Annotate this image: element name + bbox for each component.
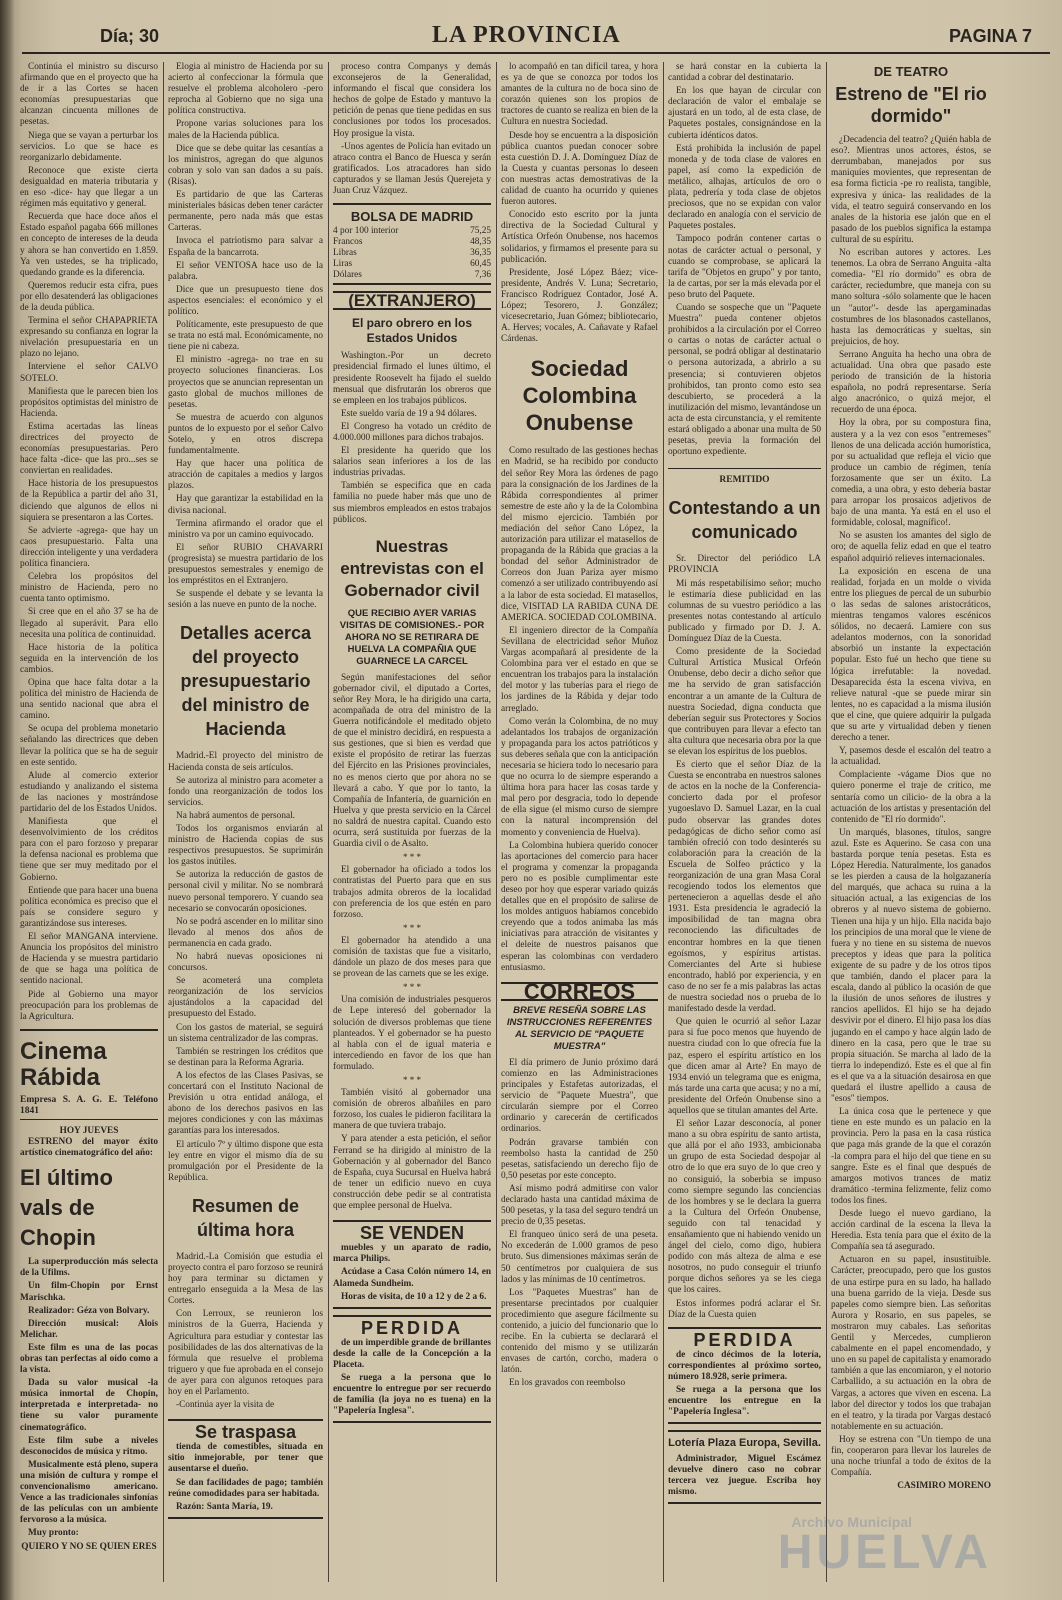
perdida-ad [333,1315,491,1424]
paragraph: -Unos agentes de Policía han evitado un atraco contra el Banco de Huesca y serán gratificados. Los atracadores han sido capturados y se llaman Jesús Querejeta y Juan Cruz Vázquez. [333,141,491,197]
ad-heading: Se traspasa [194,1422,297,1443]
paragraph: Hoy se estrena con "Un tiempo de una fin, cooperaron para llevar los laureles de una noche triunfal a todo de éxitos de la Compañía. [831,1434,991,1479]
cinema-title: Cinema Rábida [20,1037,107,1091]
paragraph: No habrá nuevas oposiciones ni concursos. [168,952,323,974]
paragraph: Todos los organismos enviarán al ministro de Hacienda copias de sus respectivos presupuestos. Se suprimirán los gastos inútiles. [168,823,323,868]
bolsa-label: Liras [333,259,353,270]
cinema-phone: Empresa S. A. G. E. Teléfono 1841 [20,1095,158,1120]
paragraph: Niega que se vayan a perturbar los servicios. Lo que se hace es reorganizarlo debidamente. [20,130,158,163]
paragraph: Es partidario de que las Carteras ministeriales básicas deben tener carácter permanente, pero nada más que estas Carteras. [168,190,323,234]
column-4 [501,62,658,1587]
paragraph: Podrán gravarse también con reembolso hasta la cantidad de 250 pesetas, satisfaciendo un derecho fijo de 0,50 pesetas por este concepto. [501,1137,658,1181]
ad-heading: Lotería Plaza Europa, Sevilla. [668,1437,821,1450]
paragraph: Con los gastos de material, se seguirá un sistema centralizador de las compras. [168,1022,323,1044]
paragraph: Termina el señor CHAPAPRIETA expresando su confianza en lograr la nivelación presupuestaria en un plazo no lejano. [20,316,158,360]
paragraph: Desde hoy se encuentra a la disposición pública cuantos puedan conocer sobre esta cuestión D. J. A. Domínguez Díaz de la Cuesta y cuantas personas lo deseen con nuestras actas demostrativas de la calidad de cuanto ha ocurrido y quienes fueron autores. [501,130,658,208]
headline-entrevistas: Nuestras entrevistas con el Gobernador civil [340,536,484,600]
bolsa-label: Dólares [333,270,362,281]
paragraph: Es cierto que el señor Díaz de la Cuesta se encontraba en nuestros salones de actos en la noche de la Conferencia-concierto dada por el profesor yugoeslavo D. Samuel Lazar, en la cual pudo observar las grandes dotes pedagógicas de dicho señor como así también ofreció con todo desinterés su colaboración para la creación de la Escuela de Solfeo práctico y la reorganización de una gran Masa Coral recogiendo todos los elementos que pertenecieron a aquellas desde el año 1931. Esta presidencia le agradeció la imposibilidad de tan magna obra reconociendo las dificultades de encontrar hombres en la que tienen egoísmos, y espíritus artistas. Comerciantes del Arte si hubiese encontrado, habló por experiencia, y en caso de no ser fe a mis palabras las actas de nuestra sociedad nos o prueba de lo manifestado desde la verdad. [668,760,821,1015]
column-2 [168,62,323,1587]
paragraph: La exposición en escena de una realidad, forjada en un molde o vivida entre los pliegues de percal de un suburbio o las sedas de salones aristocráticos, mientras tengamos valores escénicos sólidos, no decaerá. Lamiere con sus adelantos modernos, con la sonoridad absorbió un instante la expectación popular. Esto fué un hecho que tiene su lógica irrefutable: la novedad. Desaparecida ésta la escena viviva, en relieve natural -que se puede mirar sin lentes, no es capacidad a la misma ilusión que el cine, que quiere adquirir la pulgada que su arte y virtualidad deben y tienen derecho a tener. [831,566,991,744]
paragraph: Con Lerroux, se reunieron los ministros de la Guerra, Hacienda y Agricultura para estudiar y contestar las posibilidades de las dos alternativas de la fórmula que resuelve el problema triguero y que fue aprobada en el consejo de ayer para con algunos retoques para hoy en el Parlamento. [168,1309,323,1397]
paragraph: Reconoce que existe cierta desigualdad en materia tributaria y en eso -dice- hay que llegar a un régimen más equitativo y general. [20,165,158,210]
column-5 [668,62,821,1587]
paragraph: proceso contra Companys y demás exconsejeros de la Generalidad, informando el fiscal que considera los hechos de golpe de Estado y mantuvo la petición de penas que tiene pedidas en sus conclusiones por todos los procesados. Hoy prosigue la vista. [333,62,491,139]
archive-watermark: HUELVA [777,1526,992,1579]
paragraph: Complaciente -vágame Dios que no quiero ponerme el traje de crítico, me sentaría como un cilicio- de la obra a la actuación de los artistas y presentación del contenido de "El río dormido". [831,770,991,825]
paragraph: A los efectos de las Clases Pasivas, se concertará con el Instituto Nacional de Previsión u otra entidad análoga, el abono de los derechos pasivos en las mejores condiciones y con las máximas garantías para los interesados. [168,1070,323,1137]
byline: CASIMIRO MORENO [897,1481,991,1492]
paragraph: El señor VENTOSA hace uso de la palabra. [168,260,323,282]
paragraph: de un imperdible grande de brillantes desde la calle de la Concepción a la Placeta. [333,1337,491,1370]
paragraph: se hará constar en la cubierta la cantidad a cobrar del destinatario. [668,62,821,84]
se-venden-ad [333,1220,491,1309]
paragraph: Razón: Santa María, 19. [176,1501,273,1512]
headline-detalles: Detalles acerca del proyecto presupuestario del ministro de Hacienda [179,623,312,740]
paragraph: Continúa el ministro su discurso afirmando que en el proyecto que ha de ir a las Cortes se hacen economías presupuestarias que alcanzan cincuenta millones de pesetas. [20,62,158,128]
page-header [22,22,1050,54]
section-remitido: REMITIDO [668,468,821,486]
paragraph: Y, pasemos desde el escalón del teatro a la actualidad. [831,746,991,768]
headline-resumen: Resumen de última hora [191,1195,300,1240]
paragraph: Se advierte -agrega- que hay un caos presupuestario. Falta una dirección inteligente y una verdadera política financiera. [20,525,158,570]
paragraph: El señor Lazar desconocía, al poner mano a su obra espíritu de santo artista, que allá por el año 1933, ambicionaba un grupo de esta Sociedad despojar al otro de lo que era suyo de lo que creo y no consiguió, la soberbia se impuso como siempre segundo las conciencias de los hombres y se le declara la guerra a la Cultura del Orfeón Onubense, seguido con tal tenacidad y ensañamiento que ni habiendo venido un ángel del cielo, como digo, hubiera podido con más alteza de alma e ese nosotros, no pudo conseguir el triunfo porque dichos señores ya se les ciega que los caires. [668,1119,821,1296]
paragraph: Que quien le ocurrió al señor Lazar para si fue poco menos que huyendo de nuestra ciudad con lo que ofrecía fue la paz, espero el espíritu artístico en los que dicen amar al Arte? En mayo de 1934 envió un telegrama que es enigma, más tarde una carta que acusa; y no a mí, presidente del Orfeón Onubense sino a aquellos que se titulan amantes del Arte. [668,1017,821,1116]
paragraph: El presidente ha querido que los salarios sean inferiores a los de las industrias privadas. [333,446,491,479]
paragraph: También visitó al gobernador una comisión de obreros albañiles en paro forzoso, los cuales le pidieron facilitara la manera de que tuviera trabajo. [333,1088,491,1132]
paragraph: La única cosa que le pertenece y que tiene en este mundo es un palacio en la provincia. Pero la pasa en la casa rústica que paga más grande de la que el corazón -la compra para el hijo del que tiene en su sangre. Este es el final que después de amargos motivos trances de matiz dramático -termina felizmente, feliz como todos los fines. [831,1107,991,1206]
paragraph: El Congreso ha votado un crédito de 4.000.000 millones para dichos trabajos. [333,421,491,443]
section-teatro: DE TEATRO [873,64,949,79]
paragraph: El día primero de Junio próximo dará comienzo en las Administraciones principales y Estafetas autorizadas, el servicio de "Paquete Muestra", que circularán siempre por el Correo ordinario y carecerán de certificados ordinarios. [501,1057,658,1135]
paragraph: Hace historia de la política seguida en la intervención de los cambios. [20,642,158,675]
section-extranjero: (EXTRANJERO) [333,291,491,310]
page-number: PAGINA 7 [948,26,1032,46]
paragraph: Se autoriza la reducción de gastos de personal civil y militar. No se nombrará nuevo personal temporero. Y cuando sea necesario se convocarán oposiciones. [168,870,323,914]
paragraph: de cinco décimos de la lotería, correspondientes al próximo sorteo, número 18.928, serie primera. [668,1349,821,1383]
column-6 [831,62,991,1587]
bolsa-label: Libras [333,248,357,259]
paragraph: Opina que hace falta dotar a la política del ministro de Hacienda de una sentido nacional que abra el camino. [20,677,158,722]
book-spine [0,0,14,1600]
paragraph: Se ruega a la persona que los encuentre los entregue en la "Papelería Inglesa". [668,1385,821,1418]
paragraph: Manifiesta que el desenvolvimiento de los créditos para con el paro forzoso y preparar la defensa nacional es problema que tiene que ser muy meditado por el Gobierno. [20,817,158,883]
bolsa-value: 75,25 [470,226,491,237]
separator: * * * [403,852,421,863]
paragraph: Un film-Chopin por Ernst Marischka. [20,1281,158,1303]
paragraph: Sr. Director del periódico LA PROVINCIA [668,554,821,576]
separator: * * * [403,922,421,933]
paragraph: También se restringen los créditos que se destinan para la Reforma Agraria. [168,1046,323,1068]
bolsa-value: 48,35 [470,237,491,248]
paragraph: Entiende que para hacer una buena política económica es preciso que el país se considere seguro y garantizándose sus intereses. [20,885,158,929]
paragraph: Este film es una de las pocas obras tan perfectas al oído como a la vista. [20,1342,158,1376]
paragraph: Celebra los propósitos del ministro de Hacienda, pero no cuenta tanto optimismo. [20,572,158,605]
header-date: Día; 30 [100,26,160,46]
paragraph: Un marqués, blasones, títulos, sangre azul. Este es Aquerino. Se casa con una bastarda porque tenía pesetas. Esta es López Heredia. Naturalmente, los ganados se les pierden a causa de la holgazanería del marqués, que achaca su ruina a la situación actual, a las exigencias de los obreros y al nuevo sistema de gobierno. Tienen una hija y un hijo. Ella nacida bajo los principios de una moral que le viene de fuera y no tiene en su sistema de nuevos preceptos y ideas que para la política exigente de su padre y de los otros tipos que también, dando el placer para la escala, dando al público la ocasión de que la ilusión de unos señores de ilustres y rancios apellidos. El hijo se ha dejado desvivir por el dinero. El hijo pasa los días jugando en el campo y hace algún lado de dinero en la casa, pero que le trae su propia situación. Se marcha al lado de la tierra lo independizó. Este es el que al fin es el que va a la situación desairosa en que quedará el ilustre apellido a causa de "esos" tiempos. [831,827,991,1105]
ad-heading: SE VENDEN [359,1223,465,1244]
paragraph: Este film sube a niveles desconocidos de música y ritmo. [20,1435,158,1457]
paragraph: Actuaron en su papel, insustituible. Carácter, preocupado, pero que los gustos de una estirpe pura en su lado, ha hallado una buena garrido de la vieja. Desde sus papeles como siempre bien. Las señoritas Aurora y Rosario, en sus papeles, se mostraron muy cabales. Las señoritas Gentil y Mercedes, cumplieron cabalmente en el papel encomendado, y uno en su papel de capitalista y enamorado también a que las encomiaron, y el notorio Carballido, a su actuación en la obra de Vargas, a actores que viven en escena. La labor del director y todos los que trabajan en el teatro, y la tirada por Vargas destacó notablemente en su actuación. [831,1255,991,1432]
paragraph: Y para atender a esta petición, el señor Ferrand se ha dirigido al ministro de la Gobernación y al gobernador del Banco de España, cuya Sucursal en Huelva habrá de tener un edificio nuevo en cuya construcción debe pedir se al contratista que emplee personal de Huelva. [333,1134,491,1212]
paragraph: Estima acertadas las líneas directrices del proyecto de economías presupuestarias. Pero hace falta -dice- que las pro...ses se conviertan en realidades. [20,421,158,477]
cinema-soon: Muy pronto: [28,1528,79,1539]
paragraph: Mi más respetabilísimo señor; mucho le estimaría diese publicidad en las columnas de su vuestro periódico a las presentes notas contestando al artículo publicado y firmado por D. J. A. Domínguez Díaz de la Cuesta. [668,578,821,645]
paragraph: Los "Paquetes Muestras" han de presentarse precintados por cualquier procedimiento que asegure fácilmente su contenido, a juicio del funcionario que lo recibe. En la cubierta se declarará el contenido del mismo y se utilizarán envases de cartón, corcho, madera o latón. [501,1287,658,1376]
headline-colombina: Sociedad Colombina Onubense [522,356,637,436]
subheadline-correos: BREVE RESEÑA SOBRE LAS INSTRUCCIONES REFERENTES AL SERVICIO DE "PAQUETE MUESTRA" [506,1004,653,1052]
paragraph: Estos informes podrá aclarar el Sr. Díaz de la Cuesta quien [668,1298,821,1320]
separator: * * * [403,982,421,993]
paragraph: Hoy la obra, por su compostura fina, austera y a la vez con esos "entremeses" llenos de una delicada acción humorística, por su actualidad que refleja el vicio que produce un cambio de régimen, tenía forzosamente que ser un éxito. La comedia, a una obra, y esto debería bastar para arropar los prosaicos adjetivos de bajo de una manta. Ya está en el uso el formidable, colosal, magnífico!. [831,418,991,529]
paragraph: Hace historia de los presupuestos de la República a partir del año 31, diciendo que algunos de ellos ni siquiera se presentaron a las Cortes. [20,479,158,523]
paragraph: La Colombina hubiera querido conocer las aportaciones del comercio para hacer el programa y comenzar la propaganda pero no es posible cumplimentar este deseo por hoy que esperar variado quizás detalles que en el propósito de salirse de los moldes antiguos habíamos concebido creyendo que a todos animaba las más iniciativas para atracción de visitantes y el deleite de nuestros paisanos que esperan las colombinas con verdadero entusiasmo. [501,840,658,973]
paragraph: El señor RUBIO CHAVARRI (progresista) se muestra partidario de los presupuestos semestrales y enemigo de los empréstitos en el Extranjero. [168,542,323,587]
paragraph: Dice que se debe quitar las cesantías a los ministros, agregan do que algunos cobran y solo van san dados a su país. (Risas). [168,143,323,187]
paragraph: Se acometerá una completa reorganización de los servicios ajustándolos a la capacidad del presupuesto del Estado. [168,976,323,1020]
paragraph: El señor MANGANA interviene. Anuncia los propósitos del ministro de Hacienda y se muestra partidario de que se haga una política de sentido nacional. [20,932,158,987]
cinema-next-film: QUIERO Y NO SE QUIEN ERES [21,1541,157,1552]
paragraph: El gobernador ha atendido a una comisión de taxistas que fue a visitarlo, dándole un plazo de dos meses para que se provean de las carnets que se les exige. [333,935,491,980]
paragraph: Una comisión de industriales pesqueros de Lepe interesó del gobernador la solución de diversos problemas que tiene planteados. Y el gobernador se ha puesto al habla con el de igual materia e intercediendo en favor de los que han formulado. [333,995,491,1072]
paragraph: Madrid.-El proyecto del ministro de Hacienda consta de seis artículos. [168,751,323,773]
paragraph: Presidente, José López Báez; vice-presidente, Andrés V. Luna; Secretario, Francisco Rodríguez Contador, José A. López; Tesorero, J. González; vicesecretario, Juan Gómez; bibliotecario, A. Herves; vocales, A. Cañavate y Rafael Cárdenas. [501,267,658,345]
paragraph: Si cree que en el año 37 se ha de llegado al superávit. Para ello necesita una política de continuidad. [20,607,158,640]
paragraph: Este sueldo varía de 19 a 94 dólares. [341,408,477,419]
paragraph: Manifiesta que le parecen bien los propósitos optimistas del ministro de Hacienda. [20,386,158,419]
paragraph: Se muestra de acuerdo con algunos puntos de lo expuesto por el señor Calvo Sotelo, y en otros discrepa fundamentalmente. [168,412,323,457]
paragraph: Como verán la Colombina, de no muy adelantados los trabajos de organización y propaganda para los actos patrióticos y sus deberes señala que con la anticipación necesaria se hiciera todo lo necesario para que no ocurra lo de siempre esperando a última hora para hacer las cosas tarde y mal pero por desgracia, todo lo depende de ella sigue (el mismo curso de siempre con la natural incomprensión del momento y conveniencia de Huelva). [501,716,658,838]
paragraph: Hay que garantizar la estabilidad en la divisa nacional. [168,494,323,516]
cinema-estreno: ESTRENO del mayor éxito artístico cinematográfico del año: [20,1137,158,1159]
paragraph: Queremos reducir esta cifra, pues por ello desatenderá las obligaciones de la deuda pública. [20,280,158,313]
paragraph: Así mismo podrá admitirse con valor declarado hasta una cantidad máxima de 500 pesetas, y la tasa del seguro tendrá un precio de 0,35 pesetas. [501,1183,658,1228]
paragraph: Dice que un presupuesto tiene dos aspectos esenciales: el económico y el político. [168,284,323,317]
cinema-day: HOY JUEVES [59,1125,119,1136]
masthead-title: LA PROVINCIA [432,22,621,48]
paragraph: En los gravados con reembolso [509,1378,626,1389]
paragraph: Desde luego el nuevo gardiano, la acción cardinal de la escena la lleva la Heredia. Esta tenía para que el éxito de la Compañía sea tá asegurado. [831,1209,991,1253]
paragraph: Acúdase a Casa Colón número 14, en Alameda Sundheim. [333,1267,491,1289]
paragraph: Madrid.-La Comisión que estudia el proyecto contra el paro forzoso se reunirá hoy para terminar su dictamen y entregarlo enseguida a la Mesa de las Cortes. [168,1251,323,1307]
paragraph: Dirección musical: Alois Melichar. [20,1318,158,1340]
paragraph: Serrano Anguita ha hecho una obra de actualidad. Una obra que pasado este período de transición de la historia española, no podrá representarse. Sería algo anacrónico, o quizá mejor, el recuerdo de una época. [831,349,991,416]
headline-contestando: Contestando a un comunicado [668,498,821,543]
bolsa-row [333,248,491,259]
headline-correos: CORREOS [501,982,658,1001]
headline-estreno: Estreno de "El rio dormido" [835,84,987,127]
bolsa-row [333,270,491,281]
paragraph: Según manifestaciones del señor gobernador civil, el diputado a Cortes, señor Rey Mora, le ha dirigido una carta, acompañada de otra del ministro de la Guerra notificándole el meditado objeto de que el ministro decidirá, en respuesta a sus gestiones, que si bien es verdad que existe el propósito de retirar las fuerzas del Ejército en las Prisiones provinciales, no es menos cierto que por ahora no se llevará a cabo. Y que por lo tanto, la Compañía de Infantería, de guarnición en Huelva y que presta servicio en la Cárcel no saldrá de nuestra capital. Cuando esto ocurra, será sustituida por fuerzas de la Guardia civil o de Asalto. [333,672,491,850]
paragraph: Na habrá aumentos de personal. [176,810,296,821]
paragraph: Se dan facilidades de pago; también reúne comodidades para ser habitada. [168,1477,323,1499]
paragraph: Dada su valor musical -la música inmortal de Chopin, interpretada e interpretada- no tiene su valor puramente cinematográfico. [20,1378,158,1433]
bolsa-table [333,226,491,281]
cinema-film-title: El último vals de Chopin [20,1165,113,1251]
paragraph: Hay que hacer una política de atracción de capitales a medios y largos plazos. [168,459,323,492]
headline-paro: El paro obrero en los Estados Unidos [351,316,473,346]
paragraph: El gobernador ha oficiado a todos los contratistas del Puerto para que en sus trabajos admita obreros de la localidad con preferencia de los que estén en paro forzoso. [333,865,491,920]
paragraph: Interviene el señor CALVO SOTELO. [20,362,158,384]
paragraph: Cuando se sospeche que un "Paquete Muestra" pueda contener objetos prohibidos a la circulación por el Correo o cartas o notas de carácter actual o personal, se podrá obligar al destinatario o persona autorizada, a abrirlo a su presencia; si contuvieren objetos prohibidos, tan pronto como esto sea descubierto, se procederá a la inutilización del mismo, levantándose un acta de esta circunstancia, y el remitente estará obligado a abonar una multa de 50 pesetas, previa la formación del oportuno expediente. [668,302,821,458]
paragraph: Se autoriza al ministro para acometer a fondo una reorganización de todos los servicios. [168,775,323,808]
paragraph: Políticamente, este presupuesto de que se trata no está mal. Económicamente, no tiene pie ni cabeza. [168,320,323,353]
paragraph: El artículo 7º y último dispone que esta ley entre en vigor el mismo día de su promulgación por el Presidente de la República. [168,1139,323,1183]
paragraph: -Continúa ayer la visita de [176,1400,275,1411]
bolsa-row [333,237,491,248]
paragraph: El franqueo único será de una peseta. No excederán de 1.000 gramos de peso bruto. Sus dimensiones máximas serán de 50 centímetros por cualquiera de sus lados y las mínimas de 10 centímetros. [501,1230,658,1285]
subheadline-entrevistas: QUE RECIBIO AYER VARIAS VISITAS DE COMISIONES.- POR AHORA NO SE RETIRARA DE HUELVA LA COMPAÑIA QUE GUARNECE LA CARCEL [339,607,485,667]
paragraph: Musicalmente está pleno, supera una misión de cultura y rompe el convencionalismo americano. Vence a las tradicionales sinfonías de las películas con un ambiente fervoroso a la música. [20,1459,158,1526]
paragraph: Como presidente de la Sociedad Cultural Artística Musical Orfeón Onubense, debo decir a dicho señor que me ha servido de gran satisfacción encontrar a un amante de la Cultura de nuestra Sociedad, digna conducta que deberían seguir sus Protectores y Socios que contribuyen para llevar a efecto tan alta cultura que necesaria obra por la que se elevan los espíritus de los pueblos. [668,647,821,757]
paragraph: La superproducción más selecta de la Ufilms. [20,1257,158,1279]
bolsa-value: 60,45 [470,259,491,270]
paragraph: Se ruega a la persona que lo encuentre lo entregue por ser recuerdo de familia (la joya no es tuena) en la "Papelería Inglesa". [333,1373,491,1417]
bolsa-title: BOLSA DE MADRID [350,209,474,225]
ad-heading: PERDIDA [693,1329,796,1350]
column-1 [20,62,158,1587]
paragraph: Horas de visita, de 10 a 12 y de 2 a 6. [341,1291,487,1302]
paragraph: Recuerda que hace doce años el Estado español pagaba 666 millones en concepto de intereses de la deuda y ahora se han convertido en 1.859. Ya ven ustedes, se ha triplicado, quedando grande es la diferencia. [20,212,158,278]
loteria-plaza-ad [668,1430,821,1503]
paragraph: Administrador, Miguel Escámez devuelve dinero caso no cobrar tercera vez juegue. Escriba hoy mismo. [668,1453,821,1497]
bolsa-value: 36,35 [470,248,491,259]
bolsa-label: 4 por 100 interior [333,226,399,237]
paragraph: No escriban autores y actores. Les tenemos. La obra de Serrano Anguita -alta comedia- "El río dormido" es obra de carácter, reciedumbre, que maneja con su mano soltura -sólo solamente que le hacen un "autor"- desde las apergaminadas costumbres de los blasonados castellanos, hasta las democráticas y sueltas, sin prejuicios, de hoy. [831,248,991,347]
paragraph: Alude al comercio exterior estudiando y analizando el sistema de las naciones y mostrándose partidario del de los Estados Unidos. [20,770,158,814]
paragraph: ¿Decadencia del teatro? ¿Quién habla de eso?. Mientras unos actores, éstos, se derrumbaban, manejados por sus maniquíes movientes, que representan de esa forma ficticia -pe ro realista, tangible, expresiva y única- las realidades de la vida, el teatro seguirá conservando en los anales de la historia ese jalón que en el pasado de los pueblos significa la estampa cultural de su espíritu. [831,135,991,245]
paragraph: Elogia al ministro de Hacienda por su acierto al confeccionar la fórmula que resuelve el problema alcoholero -pero reprocha al Gobierno que no siga una política constructiva. [168,62,323,117]
paragraph: El ministro -agrega- no trae en su proyecto soluciones financieras. Los proyectos que se anuncian representan un gasto global de muchos millones de pesetas. [168,355,323,410]
archive-watermark-label: Archivo Municipal [791,1514,912,1530]
paragraph: Termina afirmando el orador que el ministro va por un camino equivocado. [168,518,323,540]
paragraph: Washington.-Por un decreto presidencial firmado el lunes último, el presidente Roosevelt ha fijado el sueldo mensual que disfrutarán los obreros que se empleen en los trabajos públicos. [333,351,491,406]
paragraph: Propone varias soluciones para los males de la Hacienda pública. [168,119,323,141]
bolsa-label: Francos [333,237,363,248]
cinema-ad [20,1029,158,1553]
paragraph: Conocido esto escrito por la junta directiva de la Sociedad Cultural y Artística Orfeón Onubense, nos hacemos solidarios, y firmamos el presente para su publicación. [501,210,658,265]
traspaso-ad [168,1419,323,1519]
paragraph: Se ocupa del problema monetario señalando las directrices que deben llevar la política que se ha de seguir en este sentido. [20,724,158,768]
paragraph: En los que hayan de circular con declaración de valor el embalaje se ajustará en un todo, al de esta clase, de Paquetes postales, consignándose en la cubierta idénticos datos. [668,86,821,141]
paragraph: Pide al Gobierno una mayor preocupación para los problemas de la Agricultura. [20,989,158,1022]
paragraph: No se podrá ascender en lo militar sino llevado al menos dos años de permanencia en cada grado. [168,916,323,949]
paragraph: muebles y un aparato de radio, marca Philips. [333,1243,491,1265]
paragraph: Está prohibida la inclusión de papel moneda y de toda clase de valores en papel, así como la expedición de metálico, alhajas, artículos de oro o plata, pedrería y toda clase de objetos preciosos, que no se expidan con valor declarado en analogía con el servicio de Paquetes postales. [668,143,821,232]
bolsa-row [333,259,491,270]
paragraph: Se suspende el debate y se levanta la sesión a las nueve en punto de la noche. [168,589,323,611]
ad-heading: PERDIDA [360,1317,463,1338]
paragraph: Como resultado de las gestiones hechas en Madrid, se ha recibido por conducto del señor Rey Mora las órdenes de pago para la consignación de los Jardines de la Rábida correspondientes al primer semestre de este año y la de la Colombina del mismo ejercicio. También por mediación del señor Cano López, la autorización para utilizar el matasellos de propaganda de la Rábida que gracias a la bondad del señor Administrador de Correos don Juan Pariza ayer mismo comenzó a ser utilizado contribuyendo así a la labor de esta sociedad. El matasellos, dice, VISITAD LA RABIDA CUNA DE AMERICA. SOCIEDAD COLOMBINA. [501,446,658,623]
bolsa-box [333,203,491,285]
separator: * * * [403,1075,421,1085]
paragraph: También se especifica que en cada familia no puede haber más que uno de sus miembros empleados en estos trabajos públicos. [333,481,491,525]
paragraph: El ingeniero director de la Compañía Sevillana de electricidad señor Muñoz Vargas acompañará al presidente de la Colombina para ver el estado en que se encuentran los trabajos para la instalación del motor y las tuberías para el riego de los jardines de la Rábida y dejar todo arreglado. [501,625,658,714]
bolsa-row [333,226,491,237]
paragraph: tienda de comestibles, situada en sitio inmejorable, por tener que ausentarse el dueño. [168,1442,323,1475]
paragraph: Invoca el patriotismo para salvar a España de la bancarrota. [168,236,323,258]
paragraph: Realizador: Géza von Bolvary. [28,1305,150,1316]
perdida-loteria-ad [668,1327,821,1425]
paragraph: No se asusten los amantes del siglo de oro; de aquella feliz edad en que el teatro español adquirió relieves internacionales. [831,531,991,564]
paragraph: Tampoco podrán contener cartas o notas de carácter actual o personal, y cuando se comprobase, se aplicará la tarifa de "Objetos en grupo" y por tanto, la de cartas, por ser la más elevada por el peso bruto del Paquete. [668,234,821,300]
bolsa-value: 7,36 [474,270,491,281]
column-3 [333,62,491,1587]
paragraph: lo acompañó en tan difícil tarea, y hora es ya de que se conozca por todos los amantes de la cultura no de boca sino de corazón quienes son los propios de tractores de cuanto se realiza en bien de la Cultura en nuestra Sociedad. [501,62,658,128]
